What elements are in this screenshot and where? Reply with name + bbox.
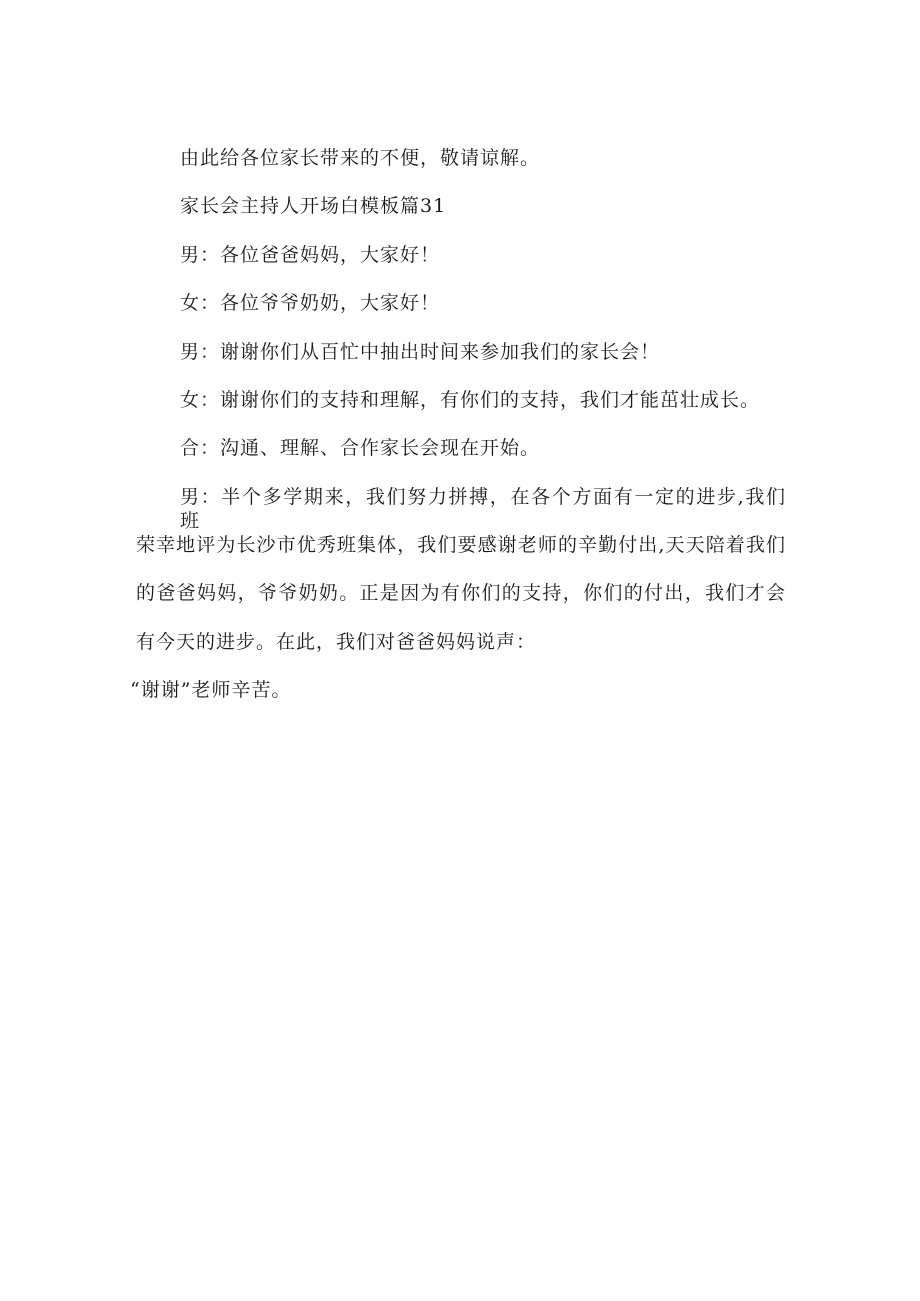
closing-line: “谢谢”老师辛苦。 — [130, 679, 292, 701]
paragraph-line-1: 男：半个多学期来，我们努力拼搏，在各个方面有一定的进步,我们班 — [180, 486, 786, 532]
section-heading: 家长会主持人开场白模板篇31 — [180, 195, 447, 217]
text-line-male-thanks: 男：谢谢你们从百忙中抽出时间来参加我们的家长会！ — [180, 341, 661, 363]
text-line-together: 合：沟通、理解、合作家长会现在开始。 — [180, 437, 541, 459]
paragraph-line-3: 的爸爸妈妈，爷爷奶奶。正是因为有你们的支持，你们的付出，我们才会 — [136, 582, 786, 604]
text-line-male-greeting: 男：各位爸爸妈妈，大家好！ — [180, 244, 441, 266]
paragraph-line-4: 有今天的进步。在此，我们对爸爸妈妈说声： — [136, 631, 537, 653]
text-line-female-thanks: 女：谢谢你们的支持和理解，有你们的支持，我们才能茁壮成长。 — [180, 389, 761, 411]
paragraph-line-2: 荣幸地评为长沙市优秀班集体，我们要感谢老师的辛勤付出,天天陪着我们 — [136, 534, 786, 556]
text-line-apology: 由此给各位家长带来的不便，敬请谅解。 — [180, 147, 541, 169]
text-line-female-greeting: 女：各位爷爷奶奶，大家好！ — [180, 292, 441, 314]
